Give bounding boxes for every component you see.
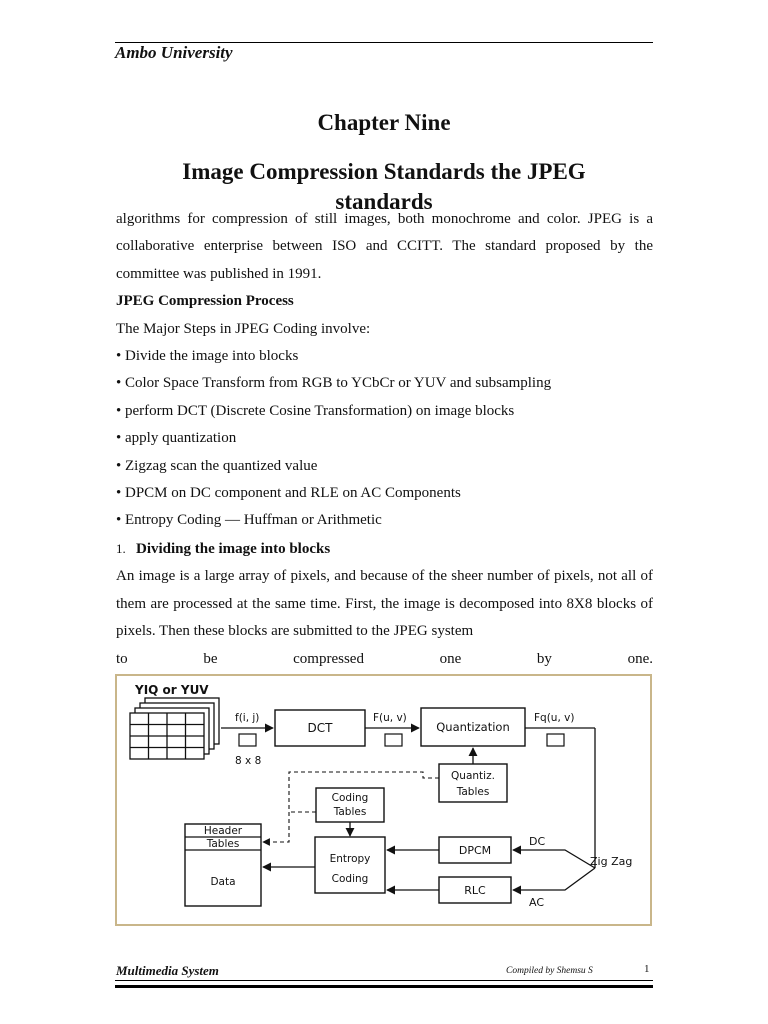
footer-course: Multimedia System xyxy=(116,963,219,978)
diagram-svg xyxy=(117,676,650,924)
quantization-label: Quantization xyxy=(436,720,510,734)
section-heading: JPEG Compression Process xyxy=(116,293,294,310)
step-item: • apply quantization xyxy=(116,430,237,447)
image-blocks-icon xyxy=(130,698,219,759)
block-size-label: 8 x 8 xyxy=(235,755,262,767)
document-title: Image Compression Standards the JPEG standards xyxy=(182,159,586,214)
step-item: • Zigzag scan the quantized value xyxy=(116,457,318,474)
input-label: YIQ or YUV xyxy=(135,683,209,697)
f-ij-label: f(i, j) xyxy=(235,712,260,724)
tables-label: Tables xyxy=(206,838,240,850)
blocks-paragraph: An image is a large array of pixels, and because of the sheer number of pixels, not all of them are processed at the same time. First, the image is decomposed into 8X8 blocks of pixels. Then these blocks are submitted to the JPEG system xyxy=(116,568,653,640)
dpcm-label: DPCM xyxy=(458,844,492,857)
coding-tables-label-1: Coding xyxy=(331,792,369,804)
F-uv-label: F(u, v) xyxy=(373,712,407,724)
step-item: • Divide the image into blocks xyxy=(116,348,299,365)
entropy-label-1: Entropy xyxy=(329,853,371,865)
quantiz-tables-label-1: Quantiz. xyxy=(451,770,495,782)
dct-label: DCT xyxy=(307,721,333,735)
step-item: • perform DCT (Discrete Cosine Transformation) on image blocks xyxy=(116,402,515,419)
sample-block xyxy=(385,734,402,746)
chapter-heading: Chapter Nine xyxy=(317,110,451,135)
sample-block xyxy=(239,734,256,746)
header-institution: Ambo University xyxy=(115,43,233,62)
subsection-title: Dividing the image into blocks xyxy=(136,540,331,557)
footer-compiled-by: Compiled by Shemsu S xyxy=(506,966,593,976)
dc-label: DC xyxy=(529,835,546,848)
sample-block xyxy=(547,734,564,746)
subsection-number: 1. xyxy=(116,540,126,556)
subsection-heading xyxy=(116,535,653,563)
step-item: • Color Space Transform from RGB to YCbCr or YUV and subsampling xyxy=(116,375,552,392)
ac-path xyxy=(513,868,595,890)
header-label: Header xyxy=(203,825,243,837)
jpeg-encoder-diagram xyxy=(115,674,652,926)
Fq-uv-label: Fq(u, v) xyxy=(534,712,575,724)
entropy-label-2: Coding xyxy=(331,873,369,885)
quantiz-tables-label-2: Tables xyxy=(456,786,490,798)
step-item: • Entropy Coding — Huffman or Arithmetic xyxy=(116,512,382,529)
dc-path xyxy=(513,850,595,868)
rlc-label: RLC xyxy=(464,884,486,897)
steps-intro: The Major Steps in JPEG Coding involve: xyxy=(116,320,371,337)
footer-rule-thick xyxy=(115,985,653,988)
coding-tables-label-2: Tables xyxy=(333,806,367,818)
footer-rule xyxy=(115,980,653,981)
blocks-paragraph-last-line: to be compressed one by one. xyxy=(116,650,653,667)
data-label: Data xyxy=(210,876,236,888)
intro-paragraph: algorithms for compression of still images, both monochrome and color. JPEG is a collaborative enterprise between ISO and CCITT. The standard proposed by the committee was published in 1991. xyxy=(116,211,653,282)
body-text xyxy=(116,206,653,673)
step-item: • DPCM on DC component and RLE on AC Components xyxy=(116,485,461,502)
footer-page-number: 1 xyxy=(644,963,650,975)
zigzag-label: Zig Zag xyxy=(590,855,633,868)
ac-label: AC xyxy=(529,896,545,909)
